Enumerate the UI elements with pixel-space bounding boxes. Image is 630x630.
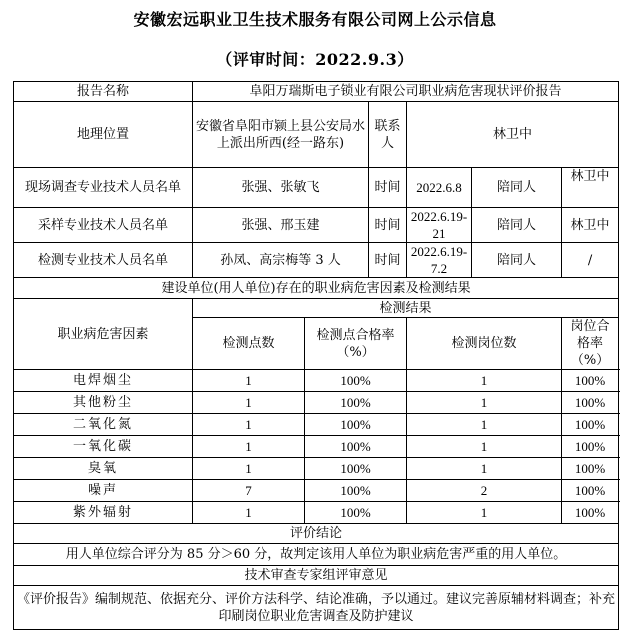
contact-value: 林卫中	[407, 102, 619, 168]
factor-name: 电焊烟尘	[14, 370, 193, 392]
accompany-label: 陪同人	[472, 243, 562, 278]
disclosure-table	[13, 81, 619, 630]
factor-header: 职业病危害因素	[14, 299, 193, 370]
accompany-value: 林卫中	[562, 208, 619, 243]
posts-value: 1	[407, 436, 562, 458]
post-rate-value: 100%	[562, 458, 619, 480]
time-value: 2022.6.19-7.2	[407, 243, 472, 278]
post-rate-value: 100%	[562, 502, 619, 524]
staff-names: 张强、张敏飞	[193, 168, 369, 208]
conclusion-title: 评价结论	[14, 524, 619, 544]
staff-names: 张强、邢玉建	[193, 208, 369, 243]
factor-name: 一氧化碳	[14, 436, 193, 458]
column-header: 岗位合格率（%）	[562, 318, 619, 370]
column-header: 检测点合格率（%）	[305, 318, 407, 370]
factor-name: 二氧化氮	[14, 414, 193, 436]
point-rate-value: 100%	[305, 480, 407, 502]
expert-review-text: 《评价报告》编制规范、依据充分、评价方法科学、结论准确，予以通过。建议完善原辅材料调查；补充印刷岗位职业危害调查及防护建议	[14, 586, 619, 630]
post-rate-value: 100%	[562, 414, 619, 436]
conclusion-text: 用人单位综合评分为 85 分＞60 分，故判定该用人单位为职业病危害严重的用人单位。	[14, 544, 619, 566]
points-value: 1	[193, 370, 305, 392]
post-rate-value: 100%	[562, 370, 619, 392]
points-value: 1	[193, 458, 305, 480]
column-header: 检测岗位数	[407, 318, 562, 370]
staff-row	[14, 208, 619, 243]
posts-value: 1	[407, 502, 562, 524]
report-name-value: 阜阳万瑞斯电子锁业有限公司职业病危害现状评价报告	[193, 82, 619, 102]
contact-label: 联系人	[369, 102, 407, 168]
table-row	[14, 458, 619, 480]
location-value: 安徽省阜阳市颍上县公安局水上派出所西(经一路东)	[193, 102, 369, 168]
hazard-section-header	[14, 278, 619, 299]
posts-value: 1	[407, 414, 562, 436]
time-value: 2022.6.8	[407, 168, 472, 208]
table-row	[14, 480, 619, 502]
point-rate-value: 100%	[305, 370, 407, 392]
expert-review-row	[14, 586, 619, 630]
point-rate-value: 100%	[305, 458, 407, 480]
column-header: 检测点数	[193, 318, 305, 370]
points-value: 1	[193, 392, 305, 414]
staff-label: 检测专业技术人员名单	[14, 243, 193, 278]
point-rate-value: 100%	[305, 392, 407, 414]
staff-row	[14, 168, 619, 208]
report-name-row	[14, 82, 619, 102]
table-row	[14, 370, 619, 392]
points-value: 1	[193, 502, 305, 524]
posts-value: 1	[407, 392, 562, 414]
factor-name: 噪声	[14, 480, 193, 502]
accompany-label: 陪同人	[472, 208, 562, 243]
post-rate-value: 100%	[562, 480, 619, 502]
report-name-label: 报告名称	[14, 82, 193, 102]
time-label: 时间	[369, 168, 407, 208]
conclusion-row	[14, 544, 619, 566]
table-row	[14, 414, 619, 436]
staff-row	[14, 243, 619, 278]
time-value: 2022.6.19-21	[407, 208, 472, 243]
points-value: 1	[193, 414, 305, 436]
expert-review-title: 技术审查专家组评审意见	[14, 566, 619, 586]
location-label: 地理位置	[14, 102, 193, 168]
table-row	[14, 502, 619, 524]
point-rate-value: 100%	[305, 502, 407, 524]
post-rate-value: 100%	[562, 392, 619, 414]
points-value: 7	[193, 480, 305, 502]
accompany-value: /	[562, 243, 619, 278]
factor-name: 紫外辐射	[14, 502, 193, 524]
review-time: （评审时间：2022.9.3）	[216, 50, 414, 69]
post-rate-value: 100%	[562, 436, 619, 458]
staff-label: 现场调查专业技术人员名单	[14, 168, 193, 208]
posts-value: 1	[407, 370, 562, 392]
table-row	[14, 436, 619, 458]
results-header-row	[14, 299, 619, 318]
accompany-value: 林卫中	[562, 168, 619, 208]
factor-name: 臭氧	[14, 458, 193, 480]
time-label: 时间	[369, 243, 407, 278]
expert-review-header-row	[14, 566, 619, 586]
location-row	[14, 102, 619, 168]
time-label: 时间	[369, 208, 407, 243]
point-rate-value: 100%	[305, 414, 407, 436]
staff-names: 孙凤、高宗梅等 3 人	[193, 243, 369, 278]
points-value: 1	[193, 436, 305, 458]
accompany-label: 陪同人	[472, 168, 562, 208]
hazard-section-title: 建设单位(用人单位)存在的职业病危害因素及检测结果	[14, 278, 619, 299]
staff-label: 采样专业技术人员名单	[14, 208, 193, 243]
posts-value: 2	[407, 480, 562, 502]
page-title: 安徽宏远职业卫生技术服务有限公司网上公示信息	[133, 10, 497, 29]
posts-value: 1	[407, 458, 562, 480]
table-row	[14, 392, 619, 414]
factor-name: 其他粉尘	[14, 392, 193, 414]
results-header: 检测结果	[193, 299, 619, 318]
point-rate-value: 100%	[305, 436, 407, 458]
conclusion-header-row	[14, 524, 619, 544]
